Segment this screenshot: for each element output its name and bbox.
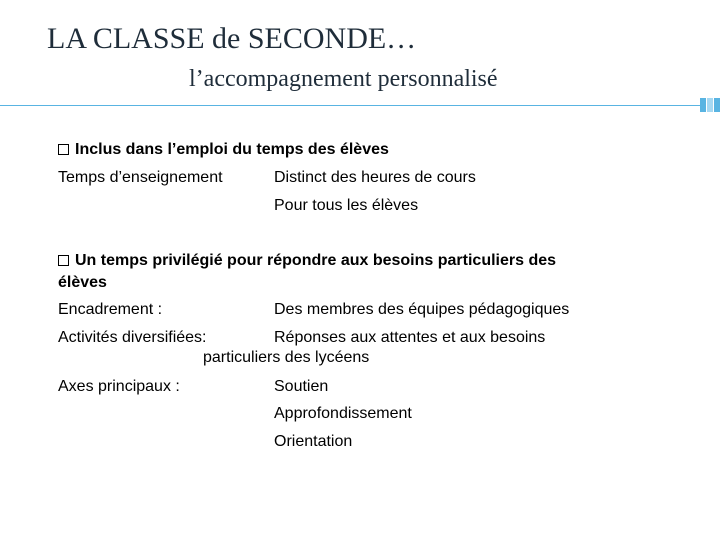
checkbox-bullet-icon bbox=[58, 144, 69, 155]
activites-label: Activités diversifiées: bbox=[58, 329, 207, 346]
activites-value-line2: particuliers des lycéens bbox=[203, 349, 370, 366]
decorative-square bbox=[707, 98, 713, 112]
axe-orientation: Orientation bbox=[274, 433, 353, 450]
section2-heading-line2: élèves bbox=[58, 274, 107, 291]
axe-soutien: Soutien bbox=[274, 378, 329, 395]
axe-approfondissement: Approfondissement bbox=[274, 405, 412, 422]
section1-heading bbox=[58, 140, 389, 160]
slide-title: LA CLASSE de SECONDE… bbox=[47, 22, 417, 55]
pour-tous-value: Pour tous les élèves bbox=[274, 197, 419, 214]
decorative-square bbox=[714, 98, 720, 112]
section2-heading-line1: Un temps privilégié pour répondre aux besoins particuliers des bbox=[75, 252, 557, 269]
checkbox-bullet-icon bbox=[58, 255, 69, 266]
slide-subtitle: l’accompagnement personnalisé bbox=[189, 66, 498, 92]
encadrement-value: Des membres des équipes pédagogiques bbox=[274, 301, 570, 318]
decorative-square bbox=[700, 98, 706, 112]
divider-rule bbox=[0, 105, 700, 106]
activites-value-line1: Réponses aux attentes et aux besoins bbox=[274, 329, 546, 346]
section2-heading bbox=[58, 251, 556, 271]
decorative-squares bbox=[700, 98, 720, 112]
temps-enseignement-label: Temps d’enseignement bbox=[58, 169, 223, 186]
encadrement-label: Encadrement : bbox=[58, 301, 163, 318]
section1-heading-text: Inclus dans l’emploi du temps des élèves bbox=[75, 141, 389, 158]
distinct-heures-value: Distinct des heures de cours bbox=[274, 169, 476, 186]
axes-label: Axes principaux : bbox=[58, 378, 180, 395]
